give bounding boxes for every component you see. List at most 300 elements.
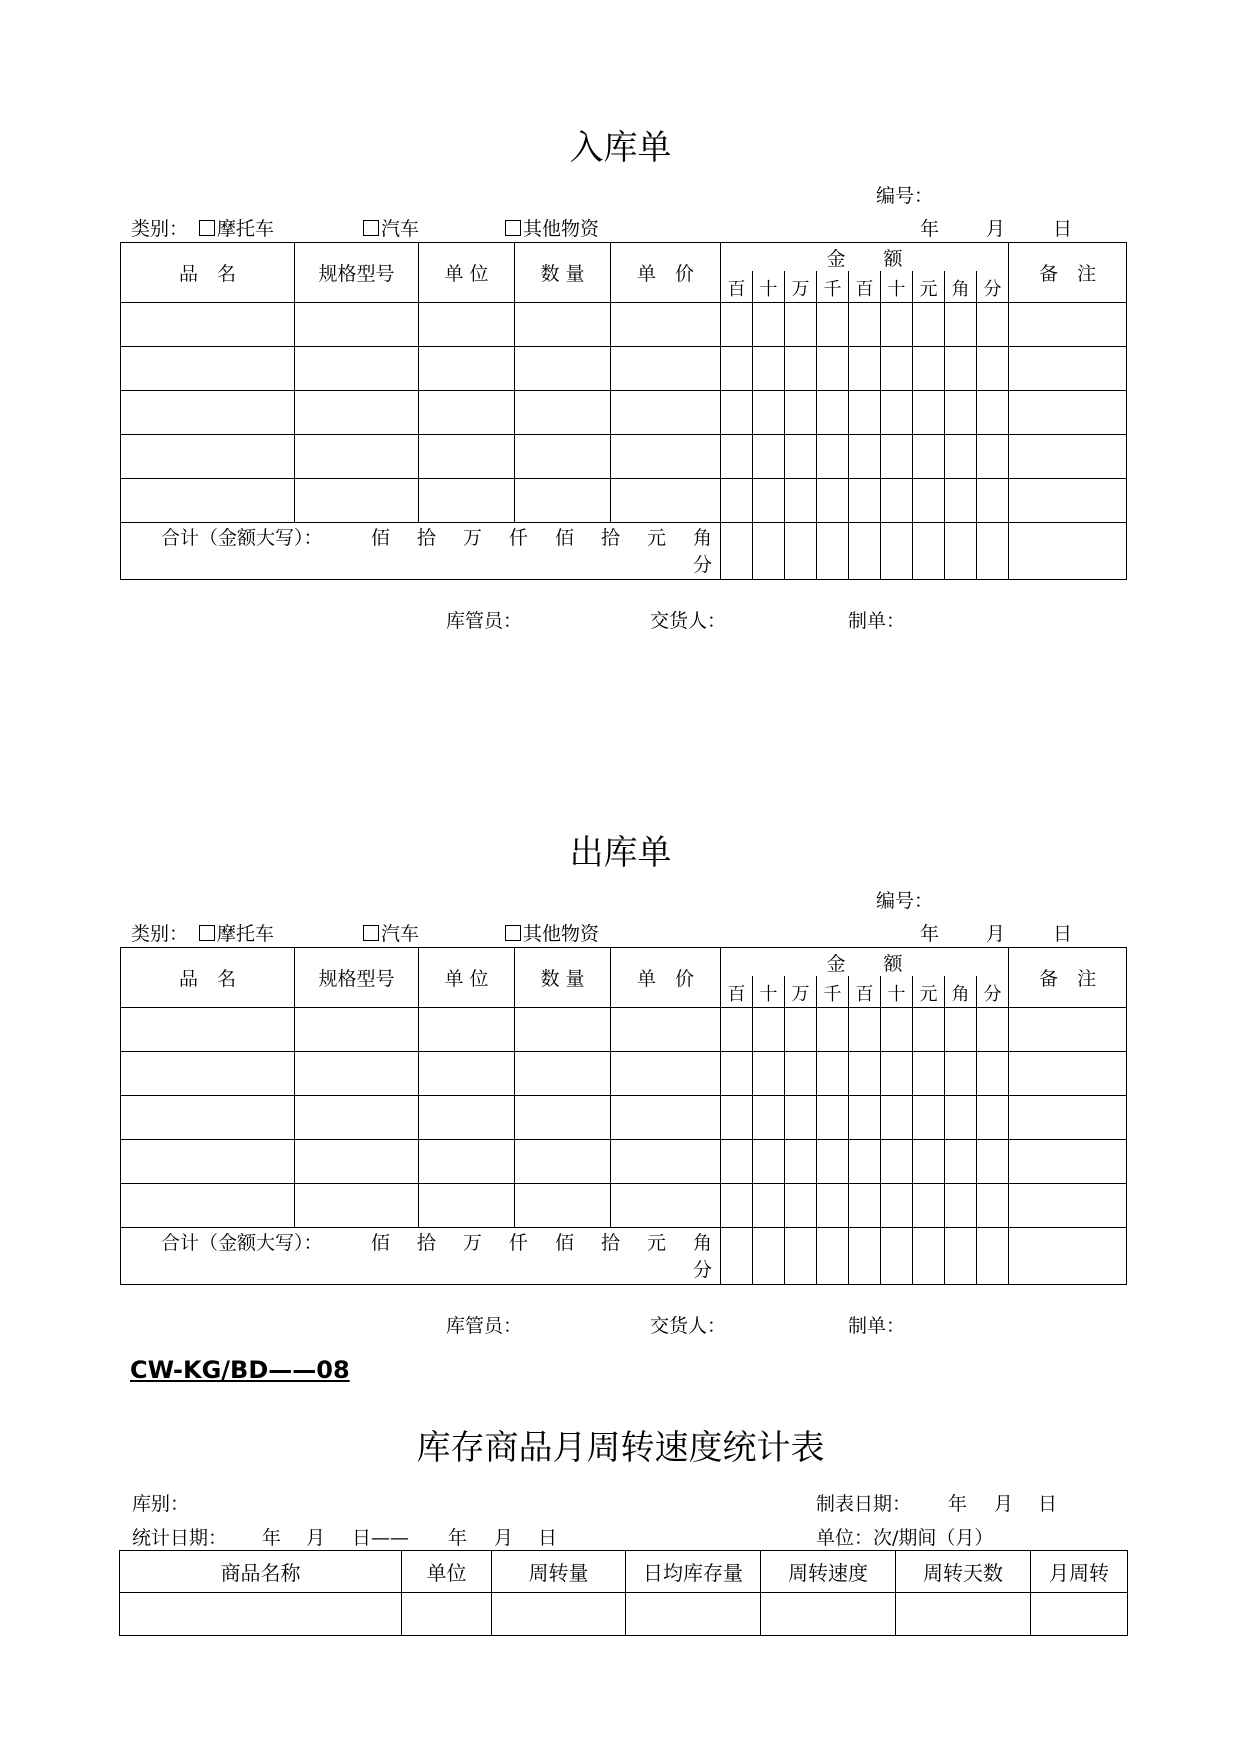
amount-digit-label: 百: [855, 279, 874, 300]
item-cell[interactable]: [1009, 1008, 1127, 1052]
item-cell[interactable]: [977, 1052, 1009, 1096]
header-product-name: 品 名: [121, 948, 295, 1008]
total-word: 仟: [508, 527, 528, 549]
item-cell[interactable]: [611, 479, 721, 523]
item-cell[interactable]: [419, 1140, 515, 1184]
total-amount-in-words: [121, 1228, 721, 1285]
item-cell[interactable]: [419, 1184, 515, 1228]
item-cell[interactable]: [515, 391, 611, 435]
total-amount-cell[interactable]: [913, 523, 945, 580]
item-cell[interactable]: [945, 391, 977, 435]
col-header-turnover-days: 周转天数: [896, 1551, 1031, 1593]
document-maker-label: 制单：: [848, 1315, 906, 1337]
total-word: 佰: [370, 527, 390, 549]
total-amount-cell[interactable]: [849, 523, 881, 580]
item-cell[interactable]: [721, 391, 753, 435]
total-word: 佰: [554, 527, 574, 549]
item-cell[interactable]: [785, 1008, 817, 1052]
total-amount-cell[interactable]: [753, 1228, 785, 1285]
total-amount-cell[interactable]: [753, 523, 785, 580]
amount-digit-header: [849, 976, 881, 1008]
checkbox-icon[interactable]: [505, 220, 521, 236]
amount-digit-label: 角: [951, 984, 970, 1005]
amount-digit-header: [817, 976, 849, 1008]
header-spec-model: 规格型号: [295, 948, 419, 1008]
item-cell[interactable]: [295, 479, 419, 523]
item-cell[interactable]: [849, 1052, 881, 1096]
item-cell[interactable]: [419, 1096, 515, 1140]
header-remark: 备 注: [1009, 243, 1127, 303]
amount-digit-label: 元: [919, 279, 938, 300]
category-motorcycle[interactable]: [199, 214, 274, 241]
amount-digit-header: [945, 271, 977, 303]
date-year: 年: [920, 218, 940, 240]
document-code: CW-KG/BD——08: [130, 1356, 350, 1384]
period-end-month: 月: [494, 1527, 514, 1549]
item-cell[interactable]: [881, 391, 913, 435]
item-cell[interactable]: [515, 1140, 611, 1184]
item-cell[interactable]: [817, 479, 849, 523]
cell-unit[interactable]: [402, 1593, 492, 1636]
item-cell[interactable]: [849, 1184, 881, 1228]
total-word: 元: [646, 527, 666, 549]
item-cell[interactable]: [817, 1140, 849, 1184]
cell-monthly-turnover[interactable]: [1031, 1593, 1128, 1636]
turnover-header-row: [120, 1551, 1128, 1593]
cell-product-name[interactable]: [120, 1593, 402, 1636]
item-cell[interactable]: [753, 1096, 785, 1140]
total-word-fen: 分: [692, 554, 712, 576]
item-cell[interactable]: [945, 1140, 977, 1184]
item-row: [121, 347, 1127, 391]
item-cell[interactable]: [977, 479, 1009, 523]
category-label-text: 其他物资: [523, 218, 600, 240]
item-cell[interactable]: [881, 347, 913, 391]
header-remark: 备 注: [1009, 948, 1127, 1008]
item-cell[interactable]: [753, 347, 785, 391]
item-cell[interactable]: [753, 435, 785, 479]
item-row: [121, 1008, 1127, 1052]
item-cell[interactable]: [721, 1140, 753, 1184]
item-cell[interactable]: [295, 1096, 419, 1140]
category-motorcycle[interactable]: [199, 919, 274, 946]
col-header-monthly-turnover: 月周转: [1031, 1551, 1128, 1593]
header-quantity: 数 量: [515, 948, 611, 1008]
item-cell[interactable]: [1009, 1140, 1127, 1184]
item-cell[interactable]: [121, 1184, 295, 1228]
item-cell[interactable]: [419, 1052, 515, 1096]
item-cell[interactable]: [817, 391, 849, 435]
item-cell[interactable]: [295, 435, 419, 479]
total-word: 佰: [554, 1232, 574, 1254]
col-header-turnover-speed: 周转速度: [761, 1551, 896, 1593]
item-cell[interactable]: [721, 1096, 753, 1140]
checkbox-icon[interactable]: [505, 925, 521, 941]
item-cell[interactable]: [753, 1008, 785, 1052]
item-cell[interactable]: [785, 435, 817, 479]
warehouse-keeper-label: 库管员：: [446, 1315, 523, 1337]
item-cell[interactable]: [881, 1096, 913, 1140]
header-row: [121, 243, 1127, 272]
amount-digit-header: [881, 271, 913, 303]
item-cell[interactable]: [881, 1052, 913, 1096]
item-row: [121, 435, 1127, 479]
item-cell[interactable]: [1009, 347, 1127, 391]
item-cell[interactable]: [419, 347, 515, 391]
item-cell[interactable]: [785, 303, 817, 347]
total-word-fen: 分: [692, 1259, 712, 1281]
item-cell[interactable]: [945, 1052, 977, 1096]
item-cell[interactable]: [611, 1052, 721, 1096]
item-cell[interactable]: [295, 391, 419, 435]
item-cell[interactable]: [817, 1184, 849, 1228]
item-cell[interactable]: [817, 303, 849, 347]
item-cell[interactable]: [945, 479, 977, 523]
amount-digit-label: 十: [887, 984, 906, 1005]
item-row: [121, 1140, 1127, 1184]
amount-digit-label: 千: [823, 984, 842, 1005]
amount-digit-header: [977, 976, 1009, 1008]
total-word: 元: [646, 1232, 666, 1254]
item-cell[interactable]: [295, 1140, 419, 1184]
item-row: [121, 1184, 1127, 1228]
item-cell[interactable]: [121, 1096, 295, 1140]
made-date-month: 月: [994, 1493, 1014, 1515]
item-cell[interactable]: [913, 1096, 945, 1140]
item-cell[interactable]: [419, 435, 515, 479]
item-cell[interactable]: [817, 347, 849, 391]
item-cell[interactable]: [785, 1140, 817, 1184]
item-cell[interactable]: [945, 347, 977, 391]
item-cell[interactable]: [977, 1096, 1009, 1140]
checkbox-icon[interactable]: [363, 220, 379, 236]
item-cell[interactable]: [721, 1008, 753, 1052]
category-other-materials[interactable]: [505, 214, 599, 241]
item-cell[interactable]: [753, 1140, 785, 1184]
item-cell[interactable]: [817, 435, 849, 479]
turnover-empty-row: [120, 1593, 1128, 1636]
item-cell[interactable]: [1009, 1052, 1127, 1096]
total-amount-cell[interactable]: [817, 1228, 849, 1285]
cell-turnover-days[interactable]: [896, 1593, 1031, 1636]
category-label-text: 其他物资: [523, 923, 600, 945]
item-cell[interactable]: [721, 479, 753, 523]
item-cell[interactable]: [1009, 435, 1127, 479]
header-spec-model: 规格型号: [295, 243, 419, 303]
item-cell[interactable]: [515, 435, 611, 479]
total-word: 拾: [600, 527, 620, 549]
period-start-month: 月: [306, 1527, 326, 1549]
amount-digit-header: [785, 271, 817, 303]
item-cell[interactable]: [753, 1052, 785, 1096]
item-cell[interactable]: [419, 479, 515, 523]
item-cell[interactable]: [515, 303, 611, 347]
item-cell[interactable]: [785, 1184, 817, 1228]
amount-digit-header: [913, 976, 945, 1008]
period-start-year: 年: [262, 1527, 282, 1549]
item-cell[interactable]: [121, 347, 295, 391]
item-cell[interactable]: [121, 1140, 295, 1184]
total-amount-cell[interactable]: [977, 523, 1009, 580]
item-cell[interactable]: [753, 303, 785, 347]
item-cell[interactable]: [945, 1184, 977, 1228]
item-cell[interactable]: [121, 303, 295, 347]
item-cell[interactable]: [611, 1184, 721, 1228]
total-row: [121, 1228, 1127, 1285]
amount-digit-header: [913, 271, 945, 303]
cell-avg-daily-stock[interactable]: [626, 1593, 761, 1636]
item-cell[interactable]: [817, 1052, 849, 1096]
form-table: [120, 242, 1127, 580]
category-label-text: 汽车: [381, 923, 420, 945]
amount-digit-header: [849, 271, 881, 303]
total-amount-cell[interactable]: [945, 1228, 977, 1285]
total-amount-cell[interactable]: [881, 1228, 913, 1285]
amount-digit-label: 分: [983, 984, 1002, 1005]
item-cell[interactable]: [419, 391, 515, 435]
checkbox-icon[interactable]: [199, 220, 215, 236]
item-cell[interactable]: [611, 1008, 721, 1052]
item-cell[interactable]: [295, 1052, 419, 1096]
amount-digit-header: [881, 976, 913, 1008]
header-unit-price: 单 价: [611, 243, 721, 303]
item-cell[interactable]: [753, 1184, 785, 1228]
item-row: [121, 391, 1127, 435]
header-quantity: 数 量: [515, 243, 611, 303]
item-cell[interactable]: [913, 1140, 945, 1184]
item-row: [121, 303, 1127, 347]
item-cell[interactable]: [785, 1096, 817, 1140]
made-date-year: 年: [948, 1493, 968, 1515]
item-cell[interactable]: [611, 1140, 721, 1184]
total-label: 合计（金额大写）：: [161, 527, 323, 549]
amount-digit-label: 分: [983, 279, 1002, 300]
cell-turnover-volume[interactable]: [492, 1593, 626, 1636]
item-cell[interactable]: [881, 435, 913, 479]
amount-digit-label: 十: [759, 279, 778, 300]
col-header-avg-daily-stock: 日均库存量: [626, 1551, 761, 1593]
item-cell[interactable]: [881, 303, 913, 347]
item-cell[interactable]: [977, 391, 1009, 435]
item-cell[interactable]: [721, 435, 753, 479]
item-cell[interactable]: [121, 1008, 295, 1052]
amount-digit-label: 百: [727, 279, 746, 300]
item-cell[interactable]: [721, 347, 753, 391]
item-cell[interactable]: [295, 1008, 419, 1052]
date-month: 月: [986, 218, 1006, 240]
item-cell[interactable]: [913, 347, 945, 391]
item-cell[interactable]: [977, 1140, 1009, 1184]
item-cell[interactable]: [977, 303, 1009, 347]
total-row: [121, 523, 1127, 580]
item-row: [121, 1052, 1127, 1096]
item-cell[interactable]: [945, 1008, 977, 1052]
item-cell[interactable]: [515, 479, 611, 523]
item-cell[interactable]: [295, 347, 419, 391]
amount-digit-header: [817, 271, 849, 303]
amount-digit-header: [721, 271, 753, 303]
total-amount-cell[interactable]: [721, 523, 753, 580]
item-cell[interactable]: [611, 347, 721, 391]
total-word: 拾: [600, 1232, 620, 1254]
item-cell[interactable]: [1009, 1096, 1127, 1140]
item-cell[interactable]: [977, 1184, 1009, 1228]
item-cell[interactable]: [785, 347, 817, 391]
category-label: 类别：: [131, 923, 189, 945]
item-cell[interactable]: [753, 391, 785, 435]
amount-digit-header: [977, 271, 1009, 303]
item-cell[interactable]: [121, 435, 295, 479]
total-amount-cell[interactable]: [913, 1228, 945, 1285]
amount-digit-label: 百: [727, 984, 746, 1005]
category-label-text: 摩托车: [217, 218, 275, 240]
total-amount-cell[interactable]: [977, 1228, 1009, 1285]
amount-digit-header: [945, 976, 977, 1008]
item-cell[interactable]: [515, 1096, 611, 1140]
item-cell[interactable]: [881, 1008, 913, 1052]
item-cell[interactable]: [849, 347, 881, 391]
amount-digit-label: 万: [791, 279, 810, 300]
category-car[interactable]: [363, 214, 419, 241]
item-cell[interactable]: [419, 1008, 515, 1052]
item-cell[interactable]: [121, 391, 295, 435]
form-title: 入库单: [569, 128, 672, 168]
item-cell[interactable]: [515, 1184, 611, 1228]
checkbox-icon[interactable]: [363, 925, 379, 941]
item-row: [121, 479, 1127, 523]
item-cell[interactable]: [121, 1052, 295, 1096]
item-cell[interactable]: [849, 1096, 881, 1140]
period-end-year: 年: [448, 1527, 468, 1549]
item-cell[interactable]: [611, 1096, 721, 1140]
col-header-unit: 单位: [402, 1551, 492, 1593]
amount-digit-label: 十: [759, 984, 778, 1005]
date-day: 日: [1053, 218, 1073, 240]
item-cell[interactable]: [721, 1052, 753, 1096]
item-cell[interactable]: [881, 1184, 913, 1228]
item-cell[interactable]: [849, 479, 881, 523]
unit-label: 单位：次/期间（月）: [816, 1527, 994, 1549]
item-cell[interactable]: [611, 435, 721, 479]
total-amount-cell[interactable]: [785, 523, 817, 580]
total-amount-cell[interactable]: [1009, 1228, 1127, 1285]
period-start-day: 日——: [352, 1527, 410, 1549]
warehouse-label: 库别：: [132, 1493, 190, 1515]
item-cell[interactable]: [881, 1140, 913, 1184]
item-cell[interactable]: [945, 435, 977, 479]
document-maker-label: 制单：: [848, 610, 906, 632]
item-cell[interactable]: [913, 435, 945, 479]
item-cell[interactable]: [295, 303, 419, 347]
item-cell[interactable]: [913, 1184, 945, 1228]
made-date-day: 日: [1038, 1493, 1058, 1515]
item-cell[interactable]: [721, 1184, 753, 1228]
item-cell[interactable]: [515, 347, 611, 391]
item-cell[interactable]: [913, 1052, 945, 1096]
header-unit-price: 单 价: [611, 948, 721, 1008]
date-month: 月: [986, 923, 1006, 945]
item-cell[interactable]: [817, 1096, 849, 1140]
item-cell[interactable]: [849, 303, 881, 347]
item-cell[interactable]: [785, 391, 817, 435]
total-word: 万: [462, 527, 482, 549]
item-cell[interactable]: [785, 479, 817, 523]
item-cell[interactable]: [849, 1008, 881, 1052]
total-amount-cell[interactable]: [785, 1228, 817, 1285]
total-label: 合计（金额大写）：: [161, 1232, 323, 1254]
item-cell[interactable]: [817, 1008, 849, 1052]
item-cell[interactable]: [1009, 479, 1127, 523]
item-cell[interactable]: [611, 303, 721, 347]
item-cell[interactable]: [515, 1008, 611, 1052]
total-amount-cell[interactable]: [1009, 523, 1127, 580]
amount-digit-label: 角: [951, 279, 970, 300]
amount-digit-label: 百: [855, 984, 874, 1005]
total-word: 万: [462, 1232, 482, 1254]
total-amount-cell[interactable]: [721, 1228, 753, 1285]
item-cell[interactable]: [913, 479, 945, 523]
item-cell[interactable]: [945, 303, 977, 347]
amount-digit-header: [753, 976, 785, 1008]
category-label: 类别：: [131, 218, 189, 240]
total-amount-cell[interactable]: [849, 1228, 881, 1285]
item-cell[interactable]: [913, 391, 945, 435]
form-table: [120, 947, 1127, 1285]
amount-digit-label: 万: [791, 984, 810, 1005]
item-cell[interactable]: [419, 303, 515, 347]
category-car[interactable]: [363, 919, 419, 946]
total-amount-cell[interactable]: [817, 523, 849, 580]
item-cell[interactable]: [849, 391, 881, 435]
total-word: 佰: [370, 1232, 390, 1254]
item-cell[interactable]: [1009, 1184, 1127, 1228]
item-cell[interactable]: [849, 1140, 881, 1184]
item-cell[interactable]: [977, 435, 1009, 479]
item-cell[interactable]: [849, 435, 881, 479]
item-cell[interactable]: [785, 1052, 817, 1096]
total-word: 角: [692, 1232, 712, 1254]
item-cell[interactable]: [515, 1052, 611, 1096]
header-amount: 金 额: [721, 948, 1009, 977]
category-label-text: 汽车: [381, 218, 420, 240]
item-cell[interactable]: [977, 1008, 1009, 1052]
item-cell[interactable]: [721, 303, 753, 347]
amount-digit-header: [721, 976, 753, 1008]
item-cell[interactable]: [881, 479, 913, 523]
amount-digit-label: 千: [823, 279, 842, 300]
category-other-materials[interactable]: [505, 919, 599, 946]
item-cell[interactable]: [611, 391, 721, 435]
cell-turnover-speed[interactable]: [761, 1593, 896, 1636]
checkbox-icon[interactable]: [199, 925, 215, 941]
item-cell[interactable]: [121, 479, 295, 523]
total-amount-cell[interactable]: [945, 523, 977, 580]
total-amount-cell[interactable]: [881, 523, 913, 580]
period-end-day: 日: [538, 1527, 558, 1549]
item-cell[interactable]: [295, 1184, 419, 1228]
total-amount-in-words: [121, 523, 721, 580]
item-cell[interactable]: [1009, 303, 1127, 347]
item-cell[interactable]: [977, 347, 1009, 391]
item-cell[interactable]: [1009, 391, 1127, 435]
col-header-turnover-volume: 周转量: [492, 1551, 626, 1593]
serial-number-label: 编号：: [876, 185, 934, 207]
item-cell[interactable]: [945, 1096, 977, 1140]
item-cell[interactable]: [913, 303, 945, 347]
header-row: [121, 948, 1127, 977]
item-cell[interactable]: [753, 479, 785, 523]
item-cell[interactable]: [913, 1008, 945, 1052]
